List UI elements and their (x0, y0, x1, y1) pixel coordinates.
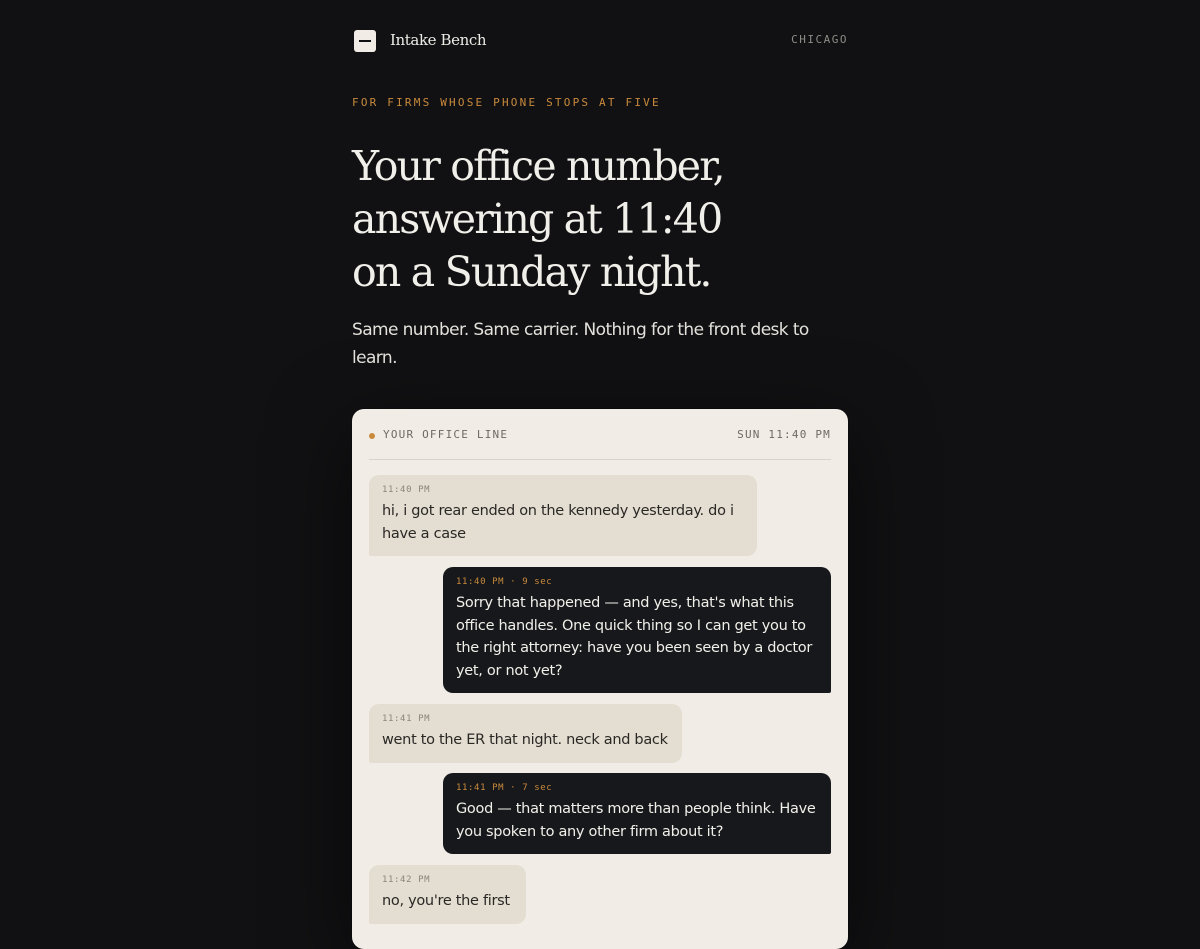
message-meta: 11:41 PM (382, 714, 431, 724)
site-header (352, 28, 848, 54)
message-text: went to the ER that night. neck and back (382, 732, 668, 748)
conversation-timestamp: SUN 11:40 PM (737, 428, 831, 441)
message-incoming (369, 475, 757, 556)
message-incoming (369, 704, 682, 763)
message-outgoing (443, 567, 831, 693)
city-label: CHICAGO (791, 33, 848, 46)
message-outgoing (443, 773, 831, 854)
conversation-header (369, 427, 831, 460)
message-incoming (369, 865, 526, 924)
message-meta: 11:41 PM · 7 sec (456, 783, 553, 793)
logo-mark-bar (359, 40, 371, 42)
message-text: hi, i got rear ended on the kennedy yesterday. do i have a case (382, 503, 734, 542)
hero-eyebrow: FOR FIRMS WHOSE PHONE STOPS AT FIVE (352, 96, 661, 109)
message-meta: 11:42 PM (382, 875, 431, 885)
headline-line-2: answering at 11:40 (352, 195, 722, 243)
logo-mark-icon[interactable] (354, 30, 376, 52)
message-meta: 11:40 PM · 9 sec (456, 577, 553, 587)
message-text: no, you're the first (382, 893, 510, 909)
message-text: Sorry that happened — and yes, that's what this office handles. One quick thing so I can get you to the right attorney: have you been seen by a doctor yet, or not yet? (456, 595, 812, 679)
conversation-card (352, 409, 848, 949)
brand-name[interactable]: Intake Bench (390, 31, 487, 49)
office-line-label: YOUR OFFICE LINE (383, 428, 509, 441)
headline-line-1: Your office number, (352, 142, 724, 190)
message-meta: 11:40 PM (382, 485, 431, 495)
headline-line-3: on a Sunday night. (352, 248, 711, 296)
hero-headline (352, 140, 848, 299)
status-dot-icon (369, 433, 375, 439)
message-text: Good — that matters more than people think. Have you spoken to any other firm about it? (456, 801, 816, 840)
page-column (352, 0, 848, 909)
hero-subhead: Same number. Same carrier. Nothing for the front desk to learn. (352, 320, 809, 368)
